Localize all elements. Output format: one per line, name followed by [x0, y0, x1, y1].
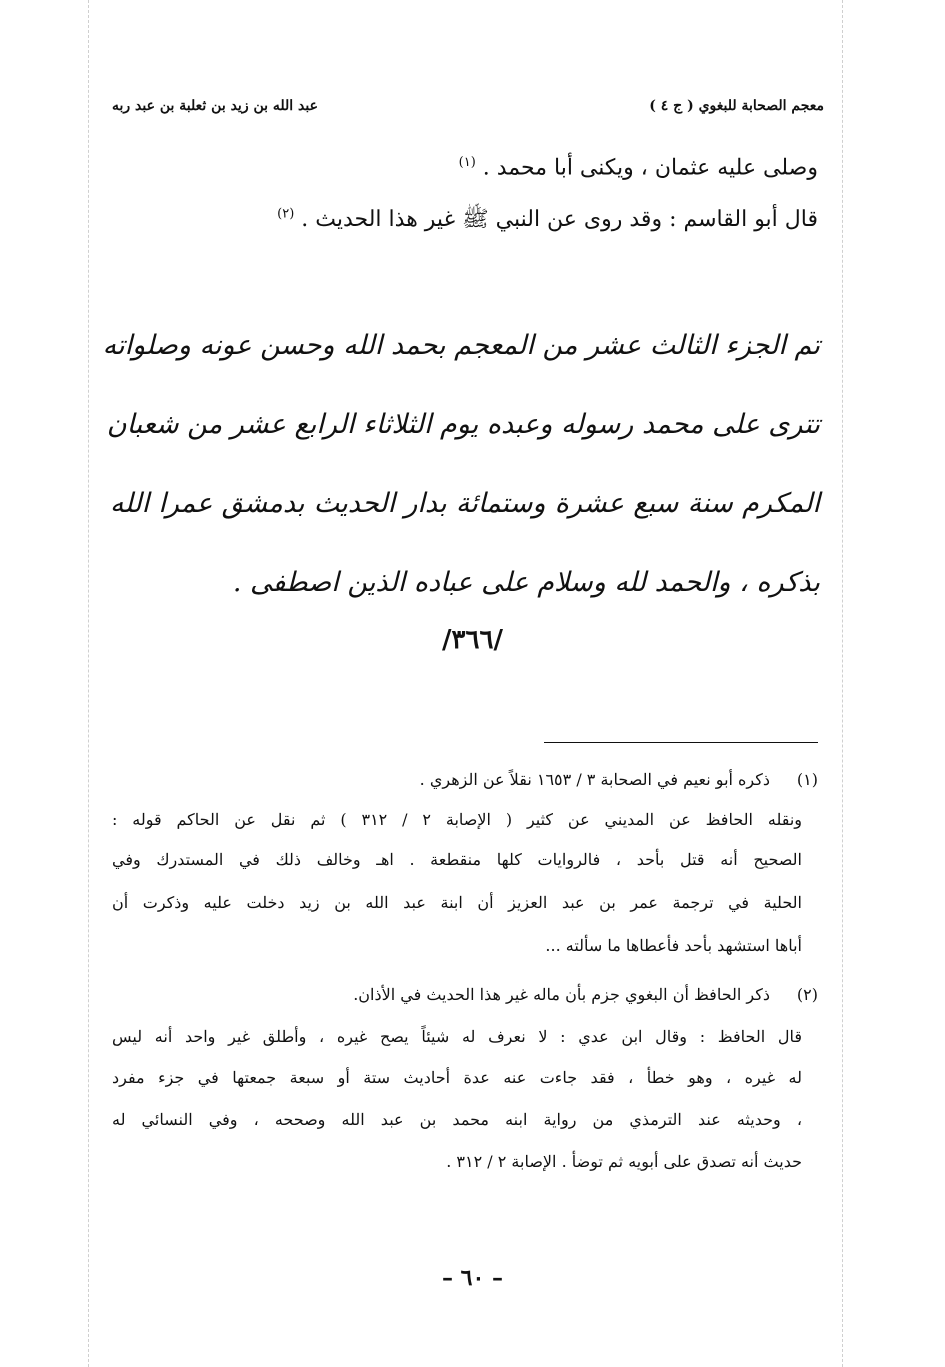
footnote-2-line-2: قال الحافظ : وقال ابن عدي : لا نعرف له شيئاً يصح غيره ، وأطلق غير واحد أنه ليس	[112, 1027, 802, 1046]
footnote-ref-2: (٢)	[277, 206, 295, 222]
footnote-separator	[544, 742, 818, 743]
footnote-ref-1: (١)	[458, 155, 476, 170]
footnote-1-line-3: الصحيح أنه قتل بأحد ، فالروايات كلها منقطعة . اهـ وخالف ذلك في المستدرك وفي	[112, 850, 802, 869]
footnote-1-line-4: الحلية في ترجمة عمر بن عبد العزيز أن ابنة عبد الله بن زيد دخلت عليه وذكرت أن	[112, 893, 802, 912]
footnote-2-line-5: حديث أنه تصدق على أبويه ثم توضأ . الإصابة ٢ / ٣١٢ .	[446, 1152, 802, 1171]
entry-title: عبد الله بن زيد بن ثعلبة بن عبد ربه	[112, 98, 318, 114]
running-header	[112, 92, 824, 128]
colophon-line-4: بذكره ، والحمد لله وسلام على عباده الذين اصطفى .	[232, 567, 820, 598]
left-margin-guide	[88, 0, 89, 1367]
book-title: معجم الصحابة للبغوي ( ج ٤ )	[649, 98, 824, 114]
footnote-1-line-1: ذكره أبو نعيم في الصحابة ٣ / ١٦٥٣ نقلاً عن الزهري .	[419, 770, 770, 789]
footnote-1-number: (١)	[796, 770, 818, 789]
footnote-2-number: (٢)	[796, 985, 818, 1004]
colophon-line-2: تترى على محمد رسوله وعبده يوم الثلاثاء الرابع عشر من شعبان	[106, 409, 820, 440]
right-margin-guide	[842, 0, 843, 1367]
body-line-1	[459, 155, 818, 180]
colophon-line-1: تم الجزء الثالث عشر من المعجم بحمد الله وحسن عونه وصلواته	[102, 330, 820, 361]
manuscript-folio-number: /٣٦٦/	[442, 625, 503, 655]
footnote-1-line-2: ونقله الحافظ عن المديني عن كثير ( الإصابة ٢ / ٣١٢ ) ثم نقل عن الحاكم قوله :	[112, 810, 803, 829]
footnote-2-line-4: ، وحديثه عند الترمذي من رواية ابنه محمد بن عبد الله وصححه ، وفي النسائي له	[112, 1110, 802, 1129]
footnote-1-line-5: أباها استشهد بأحد فأعطاها ما سألته ...	[545, 936, 802, 955]
footnote-2-line-3: له غيره ، وهو خطأ ، فقد جاءت عنه عدة أحاديث ستة أو سبعة جمعتها في جزء مفرد	[112, 1068, 802, 1087]
body-line-2	[277, 205, 818, 237]
footnote-2-line-1: ذكر الحافظ أن البغوي جزم بأن ماله غير هذا الحديث في الأذان.	[353, 985, 770, 1004]
body-line-2-text: قال أبو القاسم : وقد روى عن النبي ﷺ غير هذا الحديث .	[301, 207, 818, 232]
page-number: – ٦٠ –	[442, 1265, 503, 1291]
body-line-1-text: وصلى عليه عثمان ، ويكنى أبا محمد .	[482, 155, 818, 181]
colophon-line-3: المكرم سنة سبع عشرة وستمائة بدار الحديث بدمشق عمرا الله	[110, 488, 820, 519]
